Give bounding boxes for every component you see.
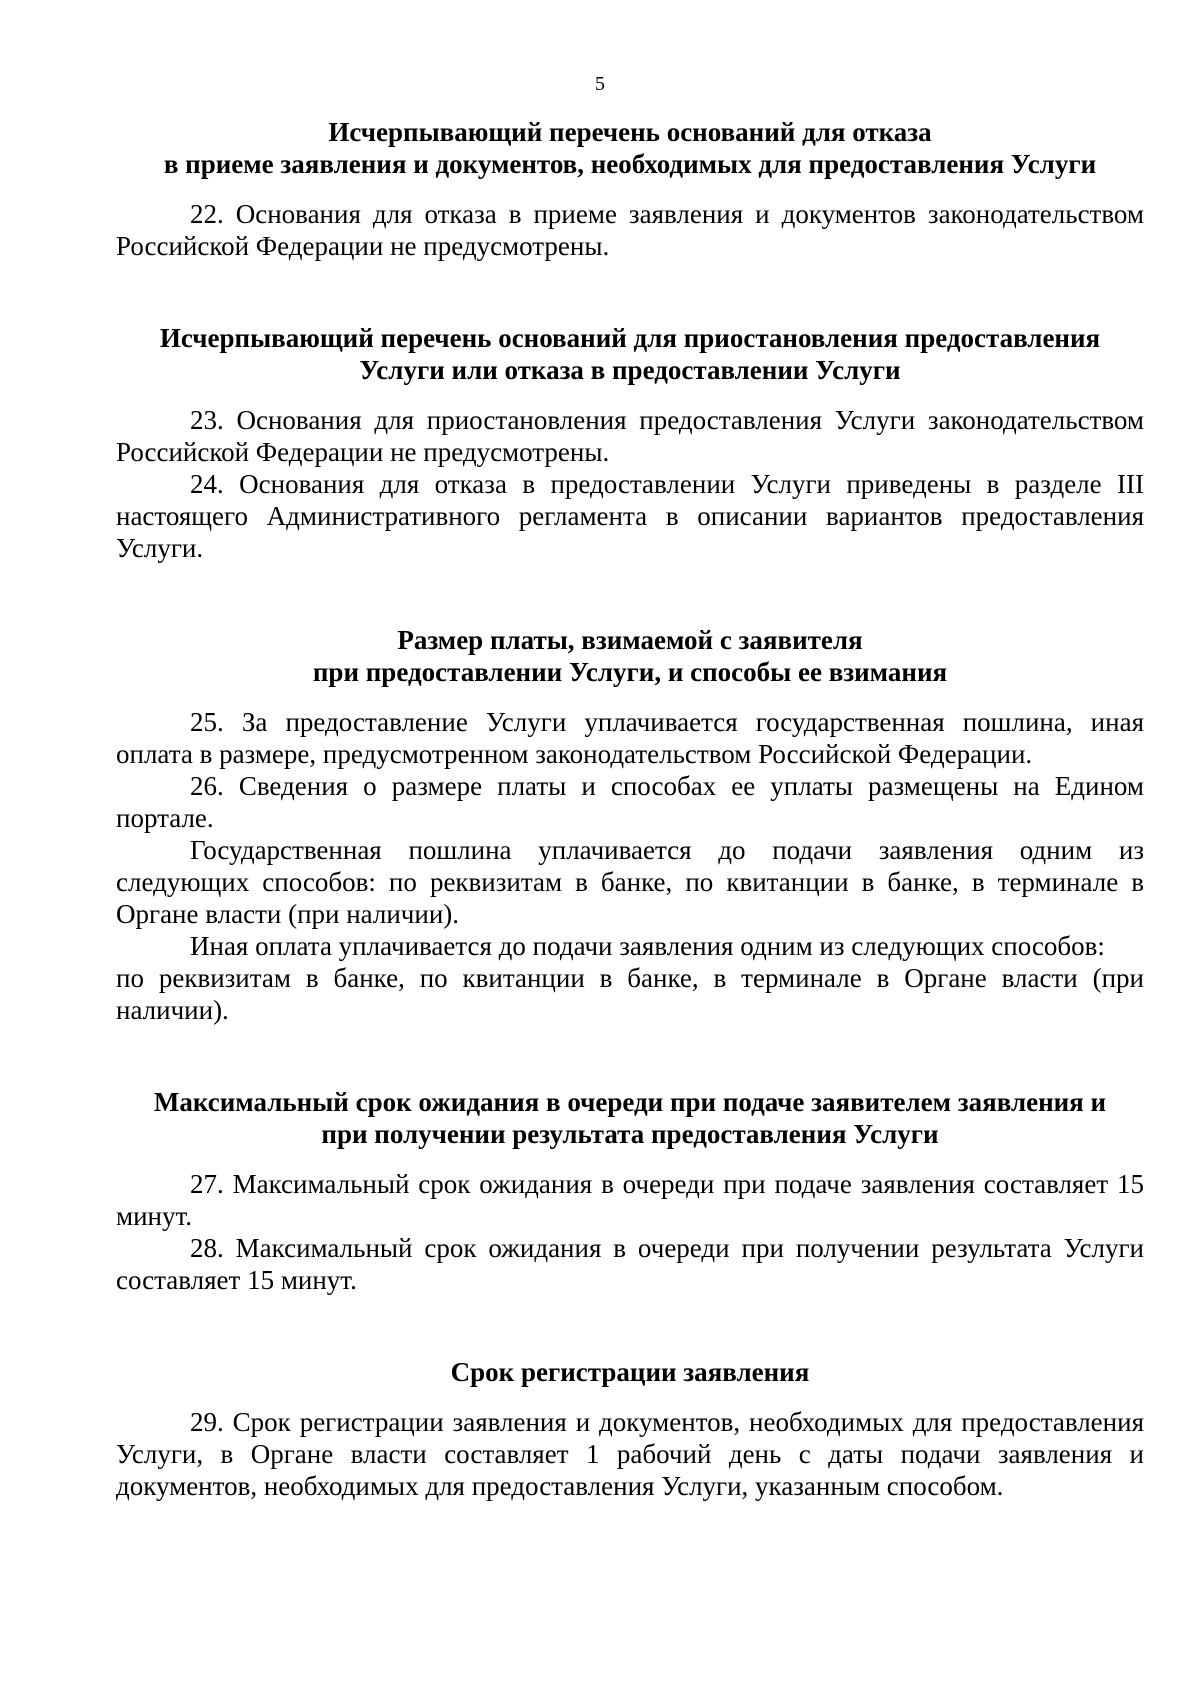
page-number: 5 xyxy=(595,73,605,95)
paragraph: 23. Основания для приостановления предоставления Услуги законодательством Российской Федерации не предусмотрены. xyxy=(116,405,1144,467)
section-heading xyxy=(116,1086,1144,1150)
paragraph: 22. Основания для отказа в приеме заявления и документов законодательством Российской Федерации не предусмотрены. xyxy=(116,199,1144,261)
section-queue-time xyxy=(116,1086,1144,1296)
heading-line: Размер платы, взимаемой с заявителя xyxy=(397,625,863,655)
paragraph: Иная оплата уплачивается до подачи заявления одним из следующих способов: xyxy=(190,931,1105,961)
heading-line: в приеме заявления и документов, необходимых для предоставления Услуги xyxy=(163,149,1097,179)
heading-line: при предоставлении Услуги, и способы ее взимания xyxy=(312,657,948,687)
section-heading xyxy=(116,116,1144,180)
paragraph: Государственная пошлина уплачивается до подачи заявления одним из следующих способов: по реквизитам в банке, по квитанции в банке, в терминале в Органе власти (при наличии). xyxy=(116,835,1144,929)
section-heading xyxy=(116,624,1144,688)
section-heading xyxy=(116,322,1144,386)
paragraph: 25. За предоставление Услуги уплачивается государственная пошлина, иная оплата в размере, предусмотренном законодательством Российской Федерации. xyxy=(116,707,1144,769)
heading-line: Исчерпывающий перечень оснований для приостановления предоставления xyxy=(159,323,1101,353)
section-fee xyxy=(116,624,1144,1026)
section-suspension-refusal xyxy=(116,322,1144,564)
document-body xyxy=(116,116,1144,1502)
heading-line: при получении результата предоставления Услуги xyxy=(321,1119,939,1149)
paragraph-continuation: по реквизитам в банке, по квитанции в банке, в терминале в Органе власти (при наличии). xyxy=(116,963,1144,1025)
heading-line: Максимальный срок ожидания в очереди при подаче заявителем заявления и xyxy=(153,1087,1107,1117)
heading-line: Исчерпывающий перечень оснований для отказа xyxy=(328,117,932,147)
paragraph: 24. Основания для отказа в предоставлении Услуги приведены в разделе III настоящего Административного регламента в описании вариантов предоставления Услуги. xyxy=(116,469,1144,563)
paragraph: 29. Срок регистрации заявления и документов, необходимых для предоставления Услуги, в Органе власти составляет 1 рабочий день с даты подачи заявления и документов, необходимых для предоставления Услуги, указанным способом. xyxy=(116,1407,1144,1501)
paragraph: 28. Максимальный срок ожидания в очереди при получении результата Услуги составляет 15 минут. xyxy=(116,1233,1144,1295)
section-refusal-acceptance xyxy=(116,116,1144,262)
section-heading xyxy=(116,1356,1144,1388)
section-registration-term xyxy=(116,1356,1144,1502)
heading-line: Срок регистрации заявления xyxy=(450,1357,810,1387)
heading-line: Услуги или отказа в предоставлении Услуги xyxy=(359,355,901,385)
paragraph: 27. Максимальный срок ожидания в очереди при подаче заявления составляет 15 минут. xyxy=(116,1169,1144,1231)
paragraph: 26. Сведения о размере платы и способах ее уплаты размещены на Едином портале. xyxy=(116,771,1144,833)
